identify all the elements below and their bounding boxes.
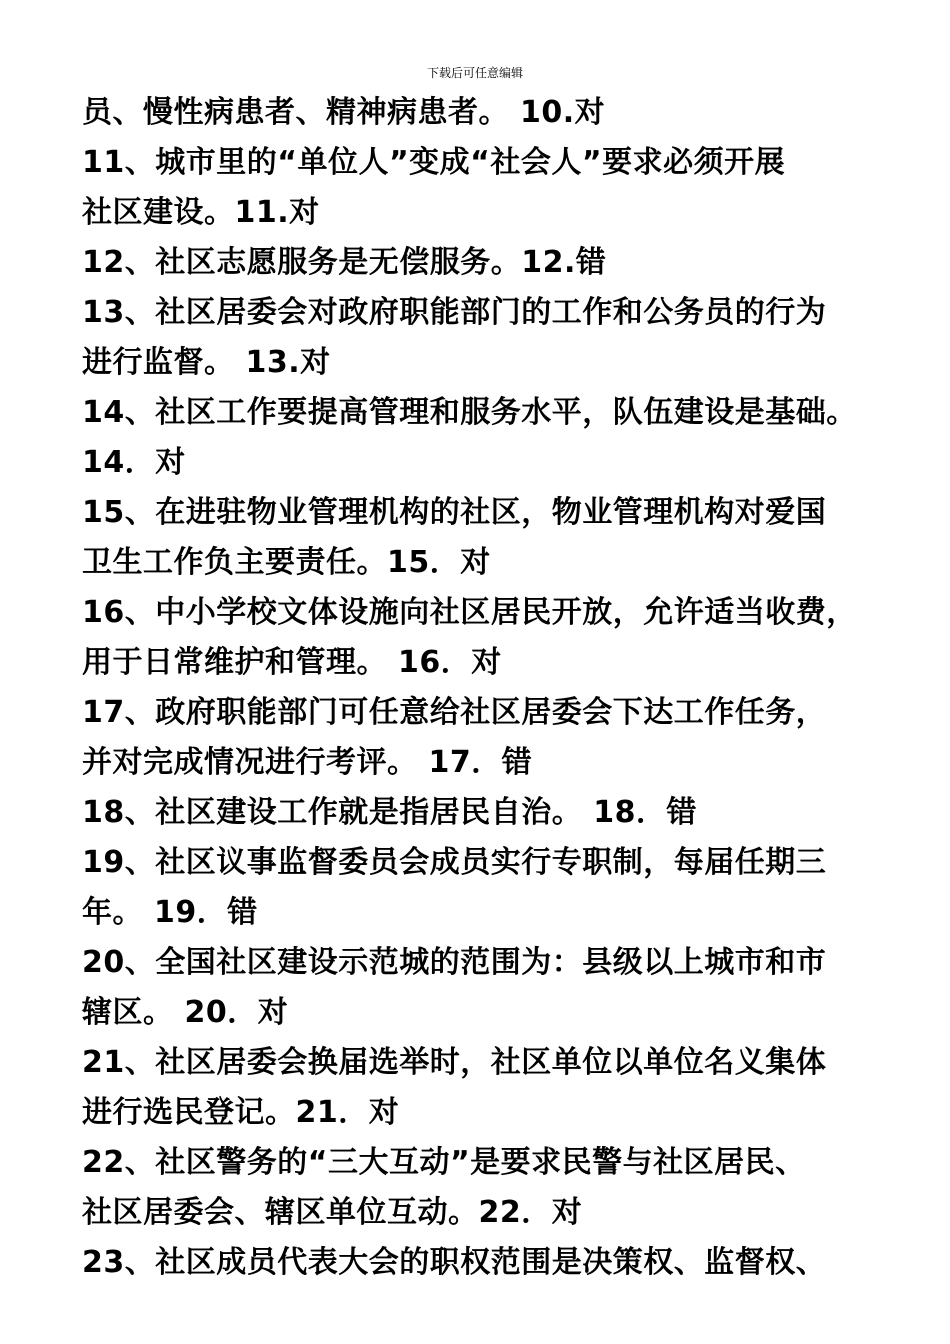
text-line: 辖区。 20．对: [82, 995, 289, 1030]
text-line: 13、社区居委会对政府职能部门的工作和公务员的行为: [82, 295, 827, 330]
header-note: 下载后可任意编辑: [426, 66, 523, 80]
text-line: 进行选民登记。21．对: [82, 1095, 400, 1130]
text-line: 并对完成情况进行考评。 17．错: [82, 745, 533, 780]
text-line: 23、社区成员代表大会的职权范围是决策权、监督权、: [82, 1245, 827, 1280]
text-line: 员、慢性病患者、精神病患者。 10.对: [82, 95, 606, 130]
text-line: 22、社区警务的“三大互动”是要求民警与社区居民、: [82, 1145, 806, 1180]
text-line: 20、全国社区建设示范城的范围为：县级以上城市和市: [82, 945, 827, 980]
text-line: 14、社区工作要提高管理和服务水平，队伍建设是基础。: [82, 395, 857, 430]
text-line: 16、中小学校文体设施向社区居民开放，允许适当收费，: [82, 595, 857, 630]
text-line: 14．对: [82, 445, 186, 480]
text-line: 社区居委会、辖区单位互动。22．对: [82, 1195, 583, 1230]
text-line: 18、社区建设工作就是指居民自治。 18．错: [82, 795, 697, 830]
document-body: [82, 88, 882, 1288]
text-line: 进行监督。 13.对: [82, 345, 331, 380]
text-line: 12、社区志愿服务是无偿服务。12.错: [82, 245, 607, 280]
text-line: 年。 19．错: [82, 895, 258, 930]
text-line: 17、政府职能部门可任意给社区居委会下达工作任务，: [82, 695, 827, 730]
text-line: 用于日常维护和管理。 16．对: [82, 645, 502, 680]
text-line: 11、城市里的“单位人”变成“社会人”要求必须开展: [82, 145, 786, 180]
text-line: 19、社区议事监督委员会成员实行专职制，每届任期三: [82, 845, 827, 880]
text-line: 卫生工作负主要责任。15．对: [82, 545, 491, 580]
text-line: 15、在进驻物业管理机构的社区，物业管理机构对爱国: [82, 495, 827, 530]
text-line: 社区建设。11.对: [82, 195, 320, 230]
text-line: 21、社区居委会换届选举时，社区单位以单位名义集体: [82, 1045, 827, 1080]
